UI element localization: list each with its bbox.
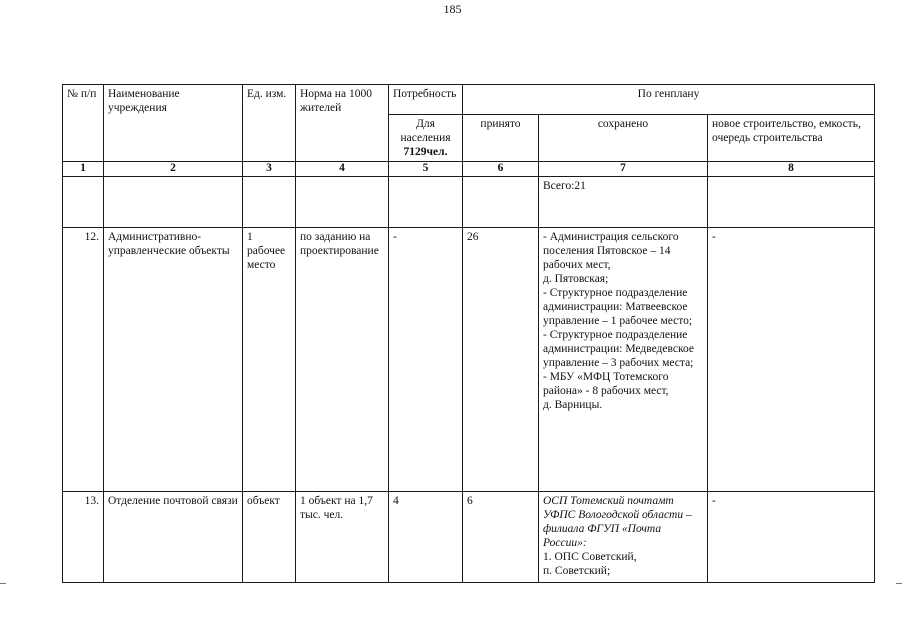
header-need: Потребность (389, 85, 463, 115)
row-12-kept-line: - Структурное подразделение администрации: Медведевское управление – 3 рабочих места; (543, 329, 694, 369)
header-norm: Норма на 1000 жителей (296, 85, 389, 162)
row-13-name: Отделение почтовой связи (104, 492, 243, 583)
row-12-kept-line: д. Пятовская; (543, 273, 609, 285)
header-new: новое строительство, емкость, очередь строительства (708, 115, 875, 162)
row-12-kept-line: - Администрация сельского поселения Пятовское – 14 рабочих мест, (543, 231, 679, 271)
row-13-accepted: 6 (463, 492, 539, 583)
col-number-1: 1 (63, 162, 104, 177)
total-cell-2 (104, 177, 243, 228)
column-number-row (63, 162, 875, 177)
table-row (63, 228, 875, 492)
row-13-num: 13. (63, 492, 104, 583)
total-cell-8 (708, 177, 875, 228)
col-number-8: 8 (708, 162, 875, 177)
row-12-name: Административно-управленческие объекты (104, 228, 243, 492)
row-13-kept (539, 492, 708, 583)
header-accepted: принято (463, 115, 539, 162)
row-13-kept-italic: ОСП Тотемский почтамт УФПС Вологодской области – филиала ФГУП «Почта России»: (543, 495, 692, 549)
header-need-sub (389, 115, 463, 162)
row-12-accepted: 26 (463, 228, 539, 492)
margin-mark-right (896, 583, 902, 584)
total-cell-3 (243, 177, 296, 228)
col-number-3: 3 (243, 162, 296, 177)
total-kept: Всего:21 (539, 177, 708, 228)
row-13-kept-line: п. Советский; (543, 565, 611, 577)
col-number-4: 4 (296, 162, 389, 177)
row-12-kept-line: - МБУ «МФЦ Тотемского района» - 8 рабочих мест, (543, 371, 669, 397)
row-13-new: - (708, 492, 875, 583)
total-cell-6 (463, 177, 539, 228)
header-unit: Ед. изм. (243, 85, 296, 162)
row-12-kept-line: д. Варницы. (543, 399, 603, 411)
row-12-kept-line: - Структурное подразделение администрации: Матвеевское управление – 1 рабочее место; (543, 287, 693, 327)
row-12-need: - (389, 228, 463, 492)
row-13-norm: 1 объект на 1,7 тыс. чел. (296, 492, 389, 583)
total-cell-4 (296, 177, 389, 228)
row-12-norm: по заданию на проектирование (296, 228, 389, 492)
col-number-7: 7 (539, 162, 708, 177)
table-row (63, 492, 875, 583)
total-row (63, 177, 875, 228)
row-13-kept-line: 1. ОПС Советский, (543, 551, 637, 563)
header-plan: По генплану (463, 85, 875, 115)
row-12-kept (539, 228, 708, 492)
header-row (63, 85, 875, 115)
header-kept: сохранено (539, 115, 708, 162)
margin-mark-left (0, 583, 6, 584)
col-number-6: 6 (463, 162, 539, 177)
total-cell-1 (63, 177, 104, 228)
header-population: 7129чел. (403, 146, 448, 158)
header-name: Наименование учреждения (104, 85, 243, 162)
row-13-need: 4 (389, 492, 463, 583)
header-need-sub-label: Для населения (400, 118, 451, 144)
col-number-5: 5 (389, 162, 463, 177)
row-12-num: 12. (63, 228, 104, 492)
header-num: № п/п (63, 85, 104, 162)
row-12-unit: 1 рабочее место (243, 228, 296, 492)
row-12-new: - (708, 228, 875, 492)
row-13-unit: объект (243, 492, 296, 583)
total-cell-5 (389, 177, 463, 228)
page-number: 185 (443, 2, 462, 16)
facilities-table (62, 84, 875, 583)
col-number-2: 2 (104, 162, 243, 177)
